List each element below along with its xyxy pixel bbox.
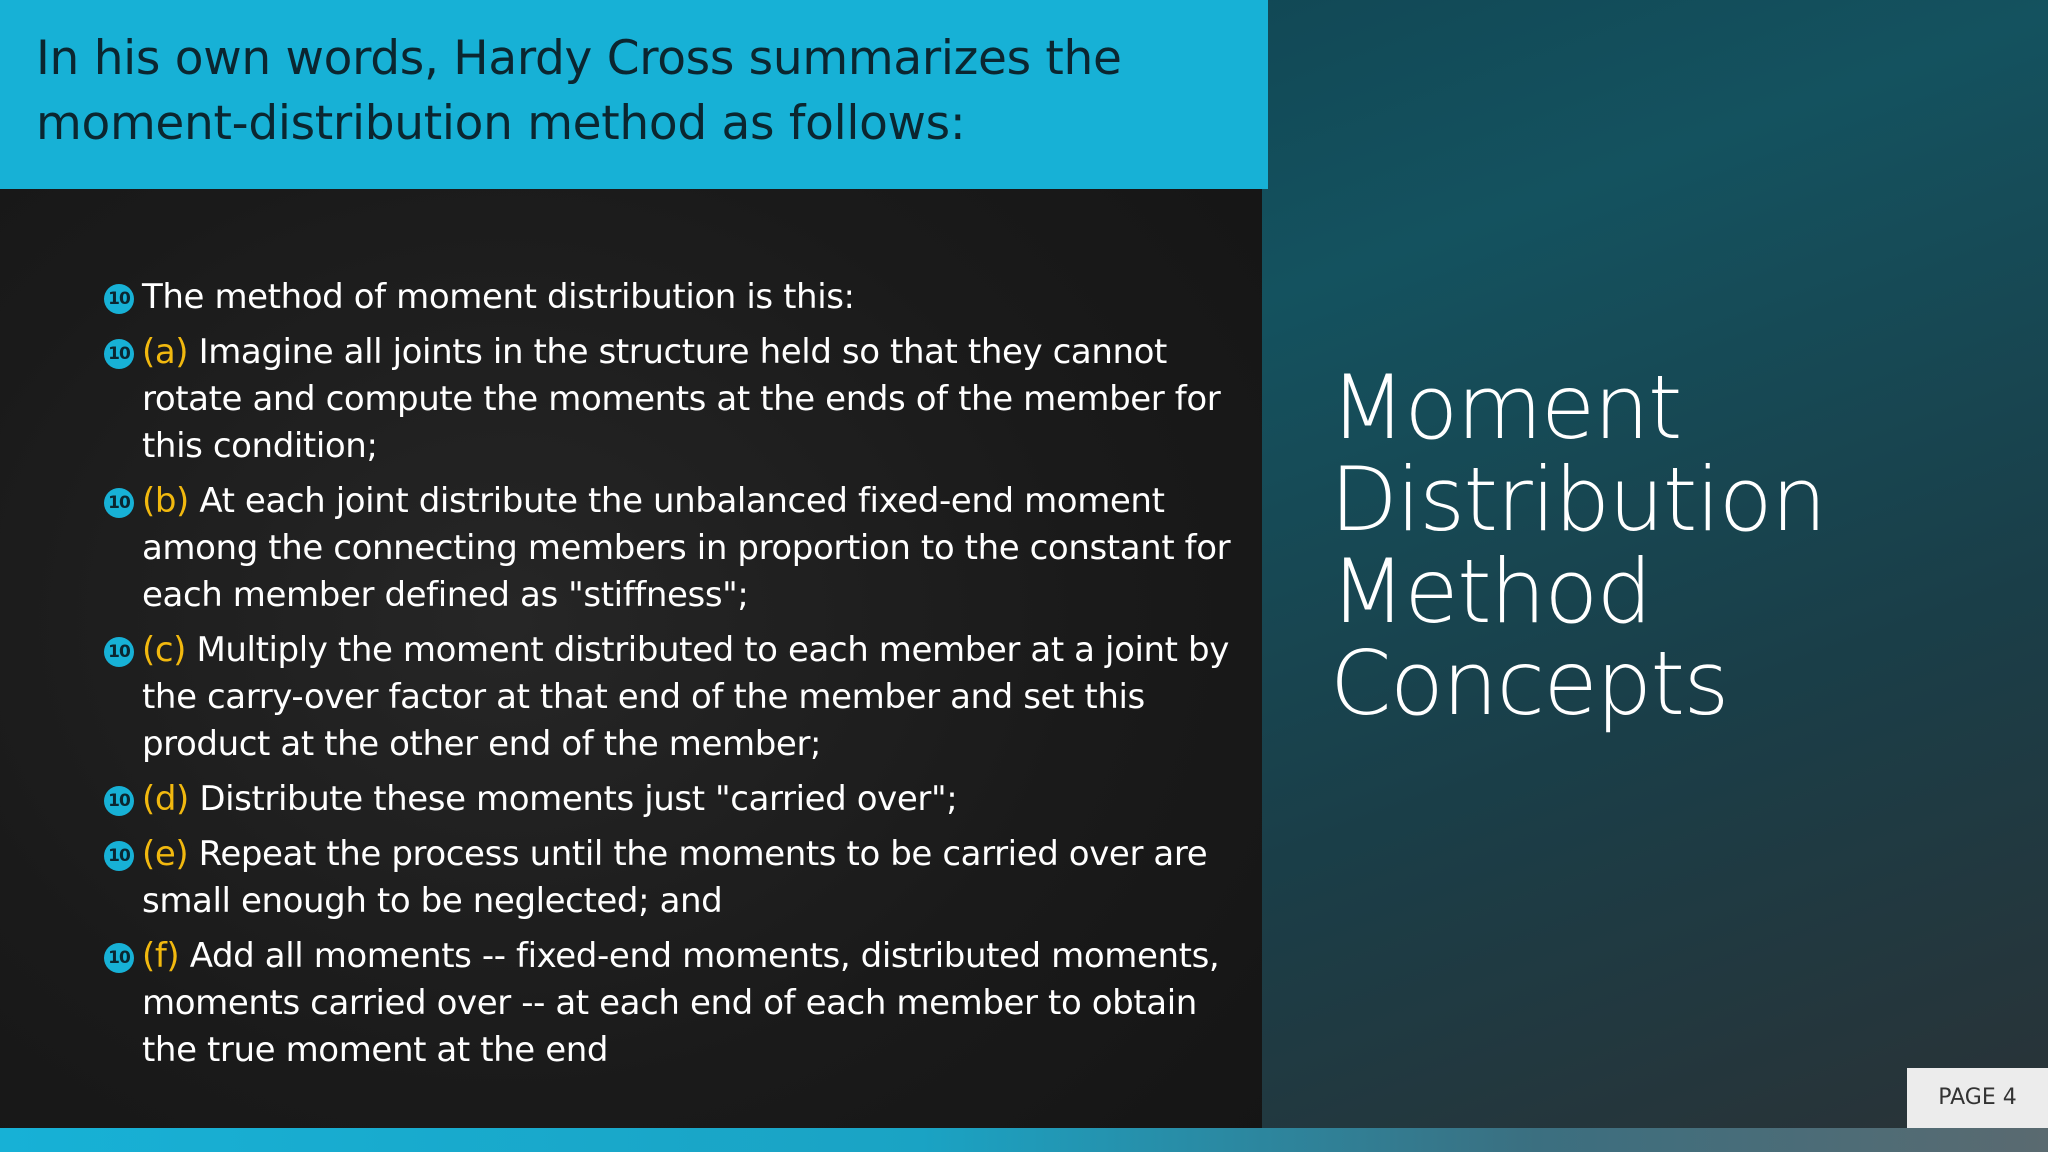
- list-item: [104, 831, 1244, 925]
- list-item: [104, 329, 1244, 470]
- numbered-bullet-icon: 10: [104, 943, 134, 973]
- section-title-line: Distribution: [1330, 448, 1826, 551]
- list-item: [104, 478, 1244, 619]
- numbered-bullet-icon: 10: [104, 841, 134, 871]
- item-text: Imagine all joints in the structure held so that they cannot rotate and compute the moments at the ends of the member for this condition;: [142, 332, 1221, 466]
- item-tag: (c): [142, 630, 187, 670]
- numbered-bullet-icon: 10: [104, 637, 134, 667]
- item-tag: (e): [142, 834, 189, 874]
- section-title-line: Concepts: [1330, 632, 1728, 735]
- item-text: The method of moment distribution is this:: [142, 277, 855, 317]
- item-text: Distribute these moments just "carried over";: [188, 779, 958, 819]
- item-text: At each joint distribute the unbalanced fixed-end moment among the connecting members in proportion to the constant for each member defined as "stiffness";: [142, 481, 1231, 615]
- numbered-bullet-icon: 10: [104, 488, 134, 518]
- numbered-bullet-icon: 10: [104, 284, 134, 314]
- item-tag: (f): [142, 936, 180, 976]
- section-title: [1330, 356, 2020, 735]
- list-item: [104, 627, 1244, 768]
- numbered-bullet-icon: 10: [104, 339, 134, 369]
- item-text: Repeat the process until the moments to be carried over are small enough to be neglected; and: [142, 834, 1208, 921]
- item-text: Multiply the moment distributed to each member at a joint by the carry-over factor at that end of the member and set this product at the other end of the member;: [142, 630, 1229, 764]
- list-item: [104, 274, 1244, 321]
- slide-heading: In his own words, Hardy Cross summarizes the moment-distribution method as follows:: [36, 31, 1122, 151]
- list-item: [104, 933, 1244, 1074]
- section-title-line: Method: [1330, 540, 1652, 643]
- item-tag: (b): [142, 481, 189, 521]
- item-text: Add all moments -- fixed-end moments, distributed moments, moments carried over -- at each end of each member to obtain the true moment at the end: [142, 936, 1220, 1070]
- numbered-bullet-icon: 10: [104, 786, 134, 816]
- item-tag: (a): [142, 332, 189, 372]
- section-title-line: Moment: [1330, 356, 1681, 459]
- bullet-list: [104, 274, 1244, 1082]
- title-bar: [0, 0, 1268, 189]
- footer-accent-bar: [0, 1128, 2048, 1152]
- item-tag: (d): [142, 779, 189, 819]
- list-item: [104, 776, 1244, 823]
- page-number: PAGE 4: [1938, 1085, 2017, 1110]
- page-number-box: [1907, 1068, 2048, 1128]
